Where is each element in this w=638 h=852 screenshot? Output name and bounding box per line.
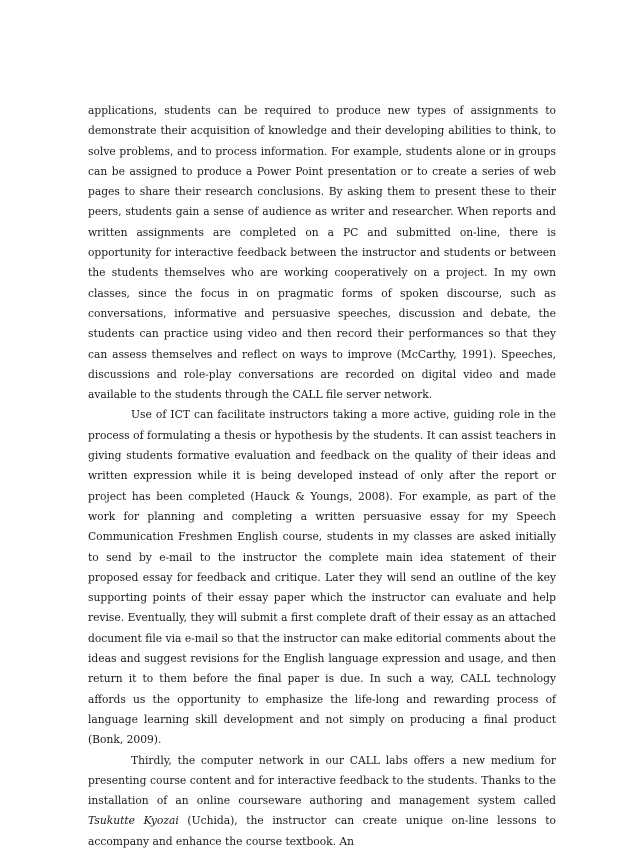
paragraph-3-text-before: Thirdly, the computer network in our CALL labs offers a new medium for presenting course content and for interactive feedback to the students. Thanks to the installation of an online courseware authoring and management system called bbox=[88, 753, 556, 808]
paragraph-3 bbox=[88, 751, 556, 852]
paragraph-1: applications, students can be required to produce new types of assignments to demonstrate their acquisition of knowledge and their developing abilities to think, to solve problems, and to process information. For example, students alone or in groups can be assigned to produce a Power Point presentation or to create a series of web pages to share their research conclusions. By asking them to present these to their peers, students gain a sense of audience as writer and researcher. When reports and written assignments are completed on a PC and submitted on-line, there is opportunity for interactive feedback between the instructor and students or between the students themselves who are working cooperatively on a project. In my own classes, since the focus in on pragmatic forms of spoken discourse, such as conversations, informative and persuasive speeches, discussion and debate, the students can practice using video and then record their performances so that they can assess themselves and reflect on ways to improve (McCarthy, 1991). Speeches, discussions and role-play conversations are recorded on digital video and made available to the students through the CALL file server network. bbox=[88, 104, 556, 402]
paragraph-3-text-after: (Uchida), the instructor can create unique on-line lessons to accompany and enhance the course textbook. An bbox=[88, 814, 556, 848]
courseware-name: Tsukutte Kyozai bbox=[88, 814, 179, 828]
paragraph-2: Use of ICT can facilitate instructors taking a more active, guiding role in the process of formulating a thesis or hypothesis by the students. It can assist teachers in giving students formative evaluation and feedback on the quality of their ideas and written expression while it is being developed instead of only after the report or project has been completed (Hauck & Youngs, 2008). For example, as part of the work for planning and completing a written persuasive essay for my Speech Communication Freshmen English course, students in my classes are asked initially to send by e-mail to the instructor the complete main idea statement of their proposed essay for feedback and critique. Later they will send an outline of the key supporting points of their essay paper which the instructor can evaluate and help revise. Eventually, they will submit a first complete draft of their essay as an attached document file via e-mail so that the instructor can make editorial comments about the ideas and suggest revisions for the English language expression and usage, and then return it to them before the final paper is due. In such a way, CALL technology affords us the opportunity to emphasize the life-long and rewarding process of language learning skill development and not simply on producing a final product (Bonk, 2009). bbox=[88, 408, 556, 747]
document-body bbox=[88, 101, 556, 852]
